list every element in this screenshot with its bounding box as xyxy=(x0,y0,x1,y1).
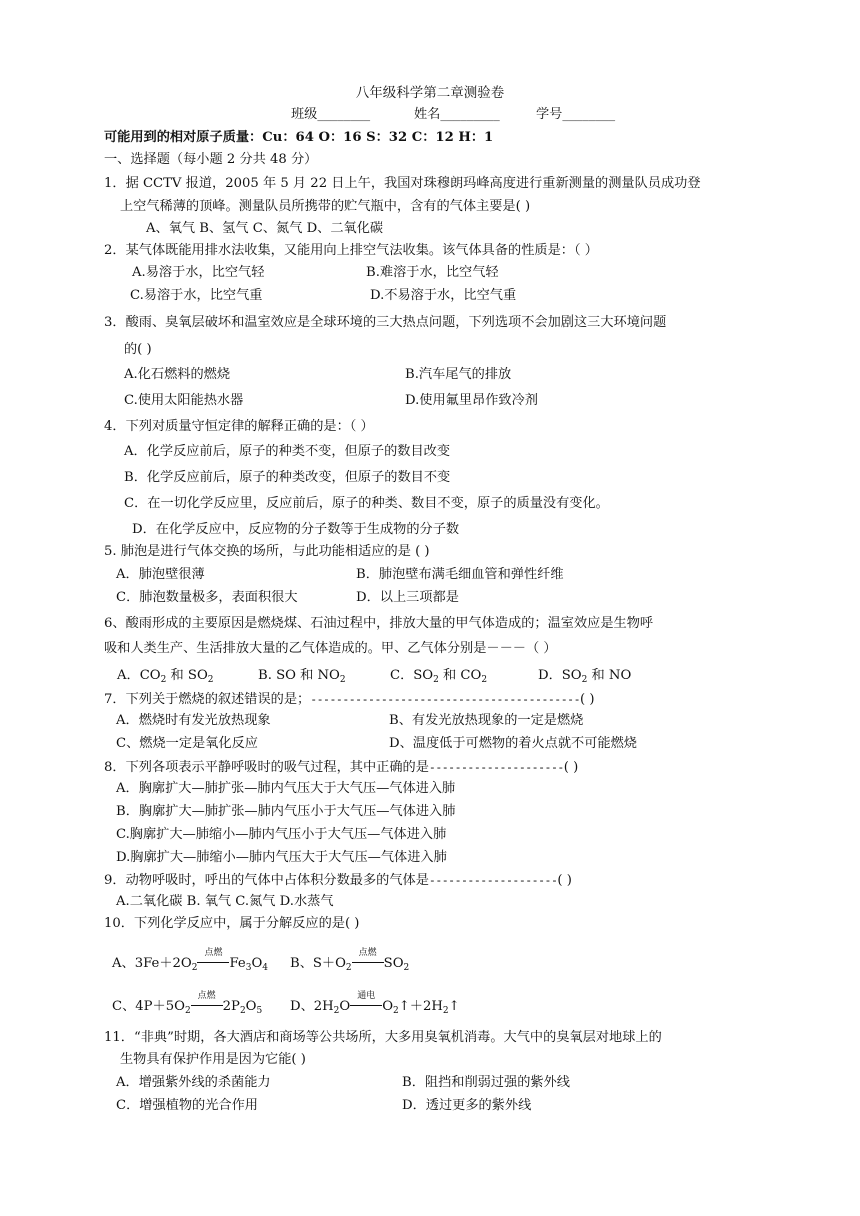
question-9-stem: 9．动物呼吸时，呼出的气体中占体积分数最多的气体是--------------------( ) xyxy=(104,873,572,888)
question-2-option-a: A.易溶于水，比空气轻 xyxy=(132,265,265,280)
question-5-option-a: A．肺泡壁很薄 xyxy=(116,567,205,582)
question-1-stem-line2: 上空气稀薄的顶峰。测量队员所携带的贮气瓶中，含有的气体主要是( ) xyxy=(120,199,531,214)
question-5-stem: 5. 肺泡是进行气体交换的场所，与此功能相适应的是 ( ) xyxy=(104,544,430,559)
student-number-label: 学号________ xyxy=(536,107,616,122)
class-field-label: 班级________ xyxy=(291,107,371,122)
question-11-option-a: A．增强紫外线的杀菌能力 xyxy=(116,1075,271,1090)
question-11-stem-line2: 生物具有保护作用是因为它能( ) xyxy=(120,1052,306,1067)
section-heading: 一、选择题（每小题 2 分共 48 分） xyxy=(104,152,318,167)
reaction-condition-ignite: 点燃 xyxy=(191,998,223,1016)
question-8-option-d: D.胸廓扩大—肺缩小—肺内气压大于大气压—气体进入肺 xyxy=(116,850,447,865)
question-3-option-a: A.化石燃料的燃烧 xyxy=(124,367,231,382)
question-3-option-d: D.使用氟里昂作致冷剂 xyxy=(405,393,538,408)
question-2-option-c: C.易溶于水，比空气重 xyxy=(130,288,263,303)
question-11-option-d: D．透过更多的紫外线 xyxy=(402,1098,532,1113)
question-10-option-a: A、$3Fe+2O_2$ 点燃 $Fe_3O_4$ xyxy=(112,948,268,973)
question-10-option-d: D、$2H_2O$ 通电 $O_2↑+2H_2↑$ xyxy=(290,991,460,1016)
question-8-option-b: B．胸廓扩大—肺扩张—肺内气压小于大气压—气体进入肺 xyxy=(116,804,456,819)
question-9-options: A.二氧化碳 B. 氧气 C.氮气 D.水蒸气 xyxy=(116,894,334,909)
question-4-option-c: C．在一切化学反应里，反应前后，原子的种类、数目不变，原子的质量没有变化。 xyxy=(124,496,609,511)
question-3-option-c: C.使用太阳能热水器 xyxy=(124,393,244,408)
question-6-option-d: D．$SO_2$ 和 NO xyxy=(538,668,632,685)
question-6-option-c: C．$SO_2$ 和 $CO_2$ xyxy=(390,668,488,685)
reaction-condition-ignite: 点燃 xyxy=(197,955,229,973)
question-11-option-b: B．阻挡和削弱过强的紫外线 xyxy=(402,1075,570,1090)
question-3-option-b: B.汽车尾气的排放 xyxy=(405,367,512,382)
question-4-option-b: B．化学反应前后，原子的种类改变，但原子的数目不变 xyxy=(124,470,451,485)
page-title: 八年级科学第二章测验卷 xyxy=(355,85,505,101)
question-1-stem-line1: 1．据 CCTV 报道，2005 年 5 月 22 日上午，我国对珠穆朗玛峰高度进行重新测量的测量队员成功登 xyxy=(104,176,701,191)
reaction-condition-ignite: 点燃 xyxy=(352,955,384,973)
question-5-option-b: B．肺泡壁布满毛细血管和弹性纤维 xyxy=(356,567,564,582)
question-2-option-b: B.难溶于水，比空气轻 xyxy=(366,265,499,280)
question-8-stem: 8．下列各项表示平静呼吸时的吸气过程，其中正确的是---------------------( ) xyxy=(104,760,579,775)
question-3-stem-line1: 3．酸雨、臭氧层破坏和温室效应是全球环境的三大热点问题，下列选项不会加剧这三大环境问题 xyxy=(104,315,667,330)
question-10-option-b: B、$S+O_2$ 点燃 $SO_2$ xyxy=(290,948,410,973)
question-10-stem: 10．下列化学反应中，属于分解反应的是( ) xyxy=(104,916,360,931)
question-6-option-a: A．$CO_2$ 和 $SO_2$ xyxy=(117,668,214,685)
question-2-option-d: D.不易溶于水，比空气重 xyxy=(370,288,517,303)
question-5-option-c: C．肺泡数量极多，表面积很大 xyxy=(116,590,298,605)
question-8-option-a: A．胸廓扩大—肺扩张—肺内气压大于大气压—气体进入肺 xyxy=(116,781,456,796)
question-7-option-c: C、燃烧一定是氧化反应 xyxy=(116,736,258,751)
question-1-options: A、氧气 B、氢气 C、氮气 D、二氧化碳 xyxy=(146,221,384,236)
question-11-option-c: C．增强植物的光合作用 xyxy=(116,1098,258,1113)
question-4-option-a: A．化学反应前后，原子的种类不变，但原子的数目改变 xyxy=(124,444,451,459)
question-6-stem-line2: 吸和人类生产、生活排放大量的乙气体造成的。甲、乙气体分别是－－－（ ） xyxy=(104,641,557,656)
question-3-stem-line2: 的( ) xyxy=(124,342,152,357)
question-4-stem: 4．下列对质量守恒定律的解释正确的是：（ ） xyxy=(104,419,374,434)
question-11-stem-line1: 11．“非典”时期，各大酒店和商场等公共场所，大多用臭氧机消毒。大气中的臭氧层对地球上的 xyxy=(104,1030,662,1045)
question-7-option-b: B、有发光放热现象的一定是燃烧 xyxy=(389,713,584,728)
question-6-option-b: B. SO 和 $NO_2$ xyxy=(258,668,346,685)
question-7-stem: 7．下列关于燃烧的叙述错误的是；------------------------------------------( ) xyxy=(104,692,595,707)
question-5-option-d: D．以上三项都是 xyxy=(356,590,459,605)
question-8-option-c: C.胸廓扩大—肺缩小—肺内气压小于大气压—气体进入肺 xyxy=(116,827,447,842)
question-7-option-d: D、温度低于可燃物的着火点就不可能燃烧 xyxy=(389,736,637,751)
question-2-stem: 2．某气体既能用排水法收集，又能用向上排空气法收集。该气体具备的性质是：（ ） xyxy=(104,243,598,258)
name-field-label: 姓名_________ xyxy=(414,107,500,122)
reaction-condition-electric: 通电 xyxy=(350,998,382,1016)
question-10-option-c: C、$4P+5O_2$ 点燃 $2P_2O_5$ xyxy=(112,991,263,1016)
question-7-option-a: A．燃烧时有发光放热现象 xyxy=(116,713,271,728)
atomic-mass-note: 可能用到的相对原子质量：Cu：64 O：16 S：32 C：12 H：1 xyxy=(104,130,494,145)
question-4-option-d: D．在化学反应中，反应物的分子数等于生成物的分子数 xyxy=(132,522,460,537)
question-6-stem-line1: 6、酸雨形成的主要原因是燃烧煤、石油过程中，排放大量的甲气体造成的；温室效应是生物呼 xyxy=(104,616,654,631)
